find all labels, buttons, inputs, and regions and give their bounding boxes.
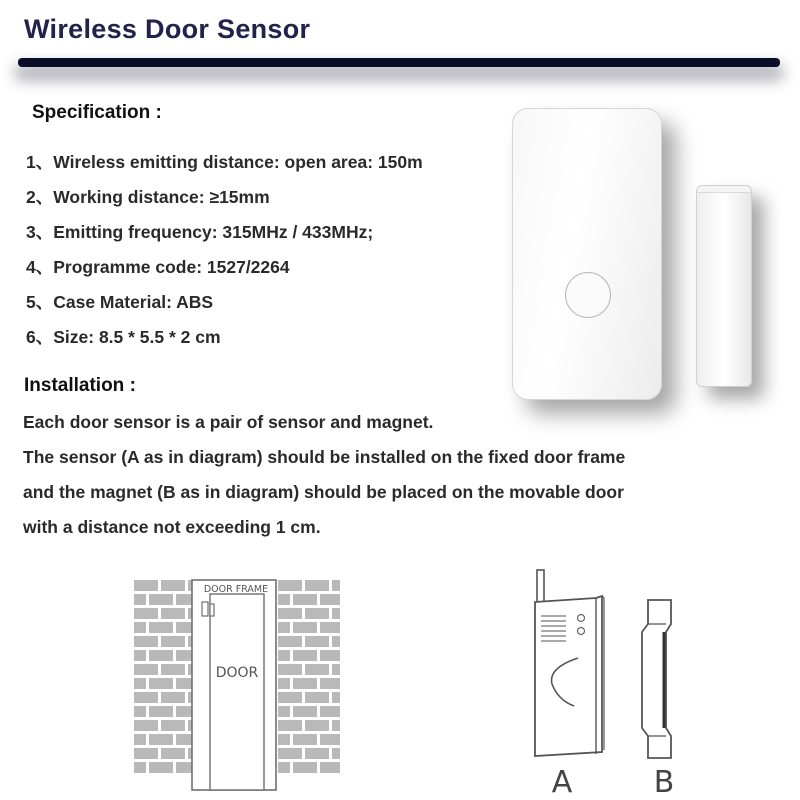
brick [293, 594, 317, 605]
specification-list [26, 148, 423, 358]
brick [320, 622, 340, 633]
brick [176, 650, 192, 661]
brick [332, 608, 340, 619]
specification-heading: Specification : [32, 102, 162, 123]
brick [149, 734, 173, 745]
installation-heading: Installation : [24, 375, 136, 396]
brick [332, 748, 340, 759]
brick [320, 734, 340, 745]
brick-wall-right [278, 580, 340, 773]
brick [278, 748, 302, 759]
brick [176, 762, 192, 773]
brick [134, 650, 146, 661]
brick [161, 720, 185, 731]
magnet-cap [697, 186, 751, 193]
brick [278, 692, 302, 703]
installation-line: and the magnet (B as in diagram) should be placed on the movable door [23, 482, 624, 502]
sensor-a-drawing [535, 570, 604, 800]
brick [305, 636, 329, 647]
brick [176, 734, 192, 745]
installation-diagram [0, 560, 800, 800]
brick [161, 608, 185, 619]
brick [332, 636, 340, 647]
brick [278, 720, 302, 731]
spec-item: 6、Size: 8.5 * 5.5 * 2 cm [26, 327, 221, 347]
brick [293, 762, 317, 773]
brick [134, 734, 146, 745]
spec-item: 2、Working distance: ≥15mm [26, 187, 270, 207]
brick [332, 580, 340, 591]
brick [278, 580, 302, 591]
title-underline-bar [18, 58, 780, 67]
spec-item: 3、Emitting frequency: 315MHz / 433MHz; [26, 222, 374, 242]
brick [176, 622, 192, 633]
brick [176, 594, 192, 605]
brick [161, 748, 185, 759]
brick [134, 762, 146, 773]
label-b: B [653, 765, 675, 800]
brick [134, 636, 158, 647]
sensor-mark [202, 602, 208, 616]
brick [293, 706, 317, 717]
brick [278, 650, 290, 661]
brick [161, 692, 185, 703]
brick [134, 706, 146, 717]
brick [134, 692, 158, 703]
brick [278, 594, 290, 605]
brick [149, 706, 173, 717]
brick [149, 762, 173, 773]
brick [320, 678, 340, 689]
magnet-b-drawing [642, 600, 674, 800]
brick [278, 678, 290, 689]
brick [134, 608, 158, 619]
sensor-unit-photo [512, 108, 662, 400]
brick [278, 622, 290, 633]
brick [161, 636, 185, 647]
brick [134, 748, 158, 759]
brick [293, 622, 317, 633]
brick [149, 650, 173, 661]
brick [278, 608, 302, 619]
brick [161, 664, 185, 675]
brick [320, 594, 340, 605]
brick [176, 678, 192, 689]
spec-item: 4、Programme code: 1527/2264 [26, 257, 290, 277]
brick [305, 580, 329, 591]
brick [305, 692, 329, 703]
brick [149, 678, 173, 689]
brick [278, 706, 290, 717]
installation-line: with a distance not exceeding 1 cm. [23, 517, 321, 537]
brick [320, 650, 340, 661]
brick [332, 692, 340, 703]
brick [134, 622, 146, 633]
magnet-mark [210, 604, 214, 616]
brick [134, 594, 146, 605]
door-frame-label: DOOR FRAME [203, 584, 269, 595]
brick [305, 720, 329, 731]
brick [293, 734, 317, 745]
brick-wall-left [134, 580, 192, 773]
page-title: Wireless Door Sensor [24, 14, 311, 44]
installation-paragraph [23, 405, 625, 545]
installation-line: The sensor (A as in diagram) should be installed on the fixed door frame [23, 447, 626, 467]
installation-line: Each door sensor is a pair of sensor and magnet. [23, 412, 434, 432]
brick [278, 664, 302, 675]
spec-item: 1、Wireless emitting distance: open area: 150m [26, 152, 423, 172]
door-frame-drawing [192, 580, 276, 790]
brick [134, 664, 158, 675]
brick [293, 650, 317, 661]
door-label: DOOR [215, 665, 259, 681]
brick [293, 678, 317, 689]
brick [161, 580, 185, 591]
magnet-unit-photo [696, 185, 752, 387]
brick [320, 762, 340, 773]
brick [278, 762, 290, 773]
brick [320, 706, 340, 717]
sensor-button [565, 272, 611, 318]
brick [278, 734, 290, 745]
label-a: A [551, 765, 573, 800]
brick [305, 748, 329, 759]
brick [134, 720, 158, 731]
brick [278, 636, 302, 647]
brick [332, 720, 340, 731]
brick [134, 580, 158, 591]
spec-item: 5、Case Material: ABS [26, 292, 214, 312]
brick [332, 664, 340, 675]
brick [134, 678, 146, 689]
brick [176, 706, 192, 717]
brick [149, 594, 173, 605]
brick [305, 664, 329, 675]
brick [305, 608, 329, 619]
brick [149, 622, 173, 633]
